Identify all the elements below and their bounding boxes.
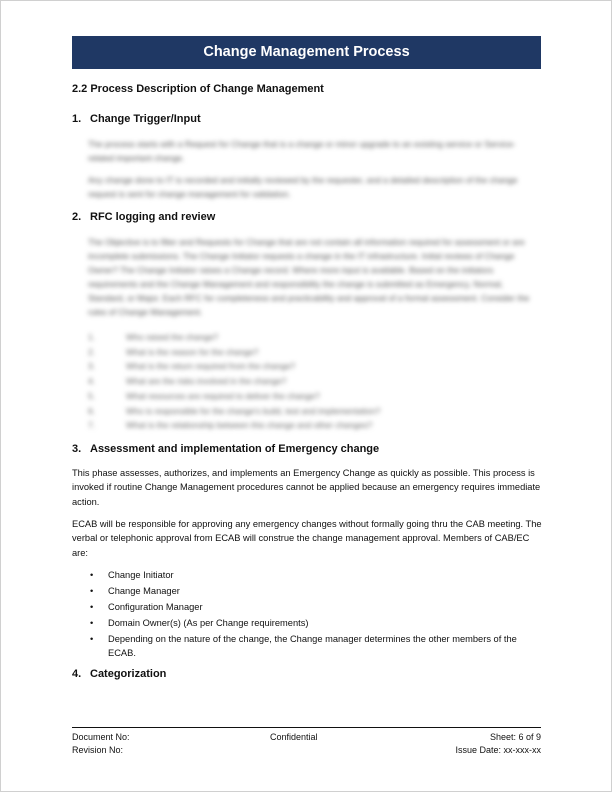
list-item-text: What are the risks involved in the change? <box>126 376 287 387</box>
list-item-number: 1. <box>88 332 96 342</box>
list-item-text: Who is responsible for the change's build, test and implementation? <box>126 405 381 416</box>
blurred-paragraph: The Objective is to filter and Requests for Change that are not contain all information required for assessment or are incomplete submissions. The Change Initiator requests a change in the IT infrastructure. Initial reviews of Change Owner? The Change Initiator raises a Change record. Where more input is available. Based on the initiators requirements and the Change Management and responsibility the change is submitted as Emergency, Normal, Standard, or Major. Each RFC for completeness and practicability and approval of a formal assessment. Consider the rules of Change Management. <box>88 237 530 317</box>
footer-revision-no: Revision No: <box>72 745 124 755</box>
list-item <box>88 389 528 404</box>
list-item-text: Change Manager <box>108 585 180 596</box>
list-item-number: 2. <box>88 346 96 357</box>
list-item <box>90 568 540 582</box>
list-item <box>88 330 528 345</box>
bullet-icon: • <box>90 570 94 580</box>
list-item-text: What is the reason for the change? <box>126 346 259 357</box>
footer-confidential: Confidential <box>270 732 318 742</box>
blurred-paragraph: The process starts with a Request for Change that is a change or minor upgrade to an existing service or Service-related important change. <box>88 139 516 163</box>
list-item <box>90 584 540 598</box>
footer-divider <box>72 727 541 728</box>
list-item <box>88 345 528 360</box>
bullet-icon: • <box>90 601 94 612</box>
list-item-text: Domain Owner(s) (As per Change requirements) <box>108 617 309 628</box>
list-item-number: 3. <box>88 361 96 372</box>
section-heading-4 <box>72 668 166 680</box>
section-number: 1. <box>72 113 82 125</box>
list-item-text: Configuration Manager <box>108 601 203 612</box>
blurred-paragraphs-section1 <box>88 137 540 209</box>
section-heading-text: Assessment and implementation of Emergency change <box>90 443 380 455</box>
list-item <box>88 418 528 433</box>
bullet-icon: • <box>90 617 94 628</box>
list-item <box>90 600 540 614</box>
section-number: 4. <box>72 668 82 680</box>
list-item <box>88 404 528 419</box>
paragraph-emergency-change: This phase assesses, authorizes, and implements an Emergency Change as quickly as possible. This process is invoked if routine Change Management procedures cannot be applied because an emergency requires immediate action. <box>72 468 541 507</box>
list-item-number: 4. <box>88 376 96 387</box>
footer-issue-date: Issue Date: xx-xxx-xx <box>455 745 541 755</box>
list-item <box>88 374 528 389</box>
list-item-text: Change Initiator <box>108 570 174 580</box>
section-number: 3. <box>72 443 82 455</box>
list-item-text: What resources are required to deliver the change? <box>126 390 320 401</box>
section-heading-text: Categorization <box>90 668 167 680</box>
list-item-text: Depending on the nature of the change, the Change manager determines the other members of the ECAB. <box>108 633 517 659</box>
list-item-text: What is the return required from the change? <box>126 361 296 372</box>
section-title: 2.2 Process Description of Change Management <box>72 83 324 95</box>
section-heading-3 <box>72 443 379 455</box>
list-item-number: 7. <box>88 420 96 431</box>
section-heading-2 <box>72 211 215 223</box>
page-title-banner: Change Management Process <box>72 36 541 69</box>
list-item <box>90 632 540 661</box>
footer-document-no: Document No: <box>72 732 130 742</box>
list-item <box>88 359 528 374</box>
blurred-question-list <box>88 330 528 433</box>
list-item-text: What is the relationship between this change and other changes? <box>126 420 373 431</box>
list-item-number: 6. <box>88 405 96 416</box>
section-number: 2. <box>72 211 82 223</box>
paragraph-ecab: ECAB will be responsible for approving any emergency changes without formally going thru the CAB meeting. The verbal or telephonic approval from ECAB will construe the change management approval. Members of CAB/EC are: <box>72 519 542 558</box>
list-item-text: Who raised the change? <box>126 332 219 342</box>
footer-sheet: Sheet: 6 of 9 <box>489 732 541 742</box>
list-item <box>90 616 540 630</box>
blurred-paragraph-section2 <box>88 235 540 327</box>
section-heading-text: Change Trigger/Input <box>90 113 201 125</box>
bullet-icon: • <box>90 585 94 596</box>
list-item-number: 5. <box>88 390 96 401</box>
ecab-members-list <box>90 568 540 662</box>
blurred-paragraph: Any change done to IT is recorded and initially reviewed by the requester, and a detailed description of the change request is sent for change management for validation. <box>88 175 518 199</box>
bullet-icon: • <box>90 633 94 644</box>
section-heading-text: RFC logging and review <box>90 211 216 223</box>
section-heading-1 <box>72 113 201 125</box>
